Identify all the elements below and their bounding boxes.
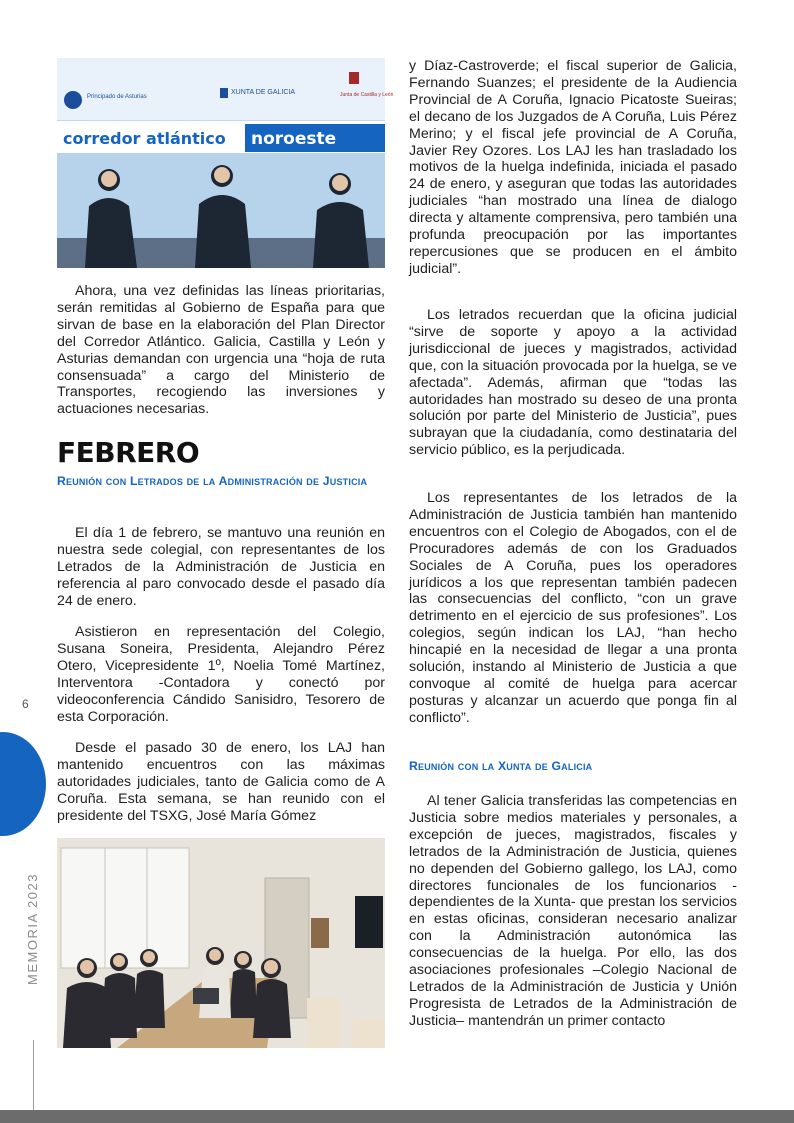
section-title: FEBRERO: [57, 436, 200, 469]
conference-photo-graphic: [57, 58, 394, 268]
paragraph-febrero-3: Desde el pasado 30 de enero, los LAJ han mantenido encuentros con las máximas autoridades judiciales, tanto de Galicia como de A Coruña. Esta semana, se han reunido con el presidente del TSXG, José María Gómez: [57, 740, 385, 824]
paragraph-febrero-1: El día 1 de febrero, se mantuvo una reunión en nuestra sede colegial, con representantes de los Letrados de la Administración de Justicia en referencia al paro convocado desde el pasado día 24 de enero.: [57, 525, 385, 609]
footer-bar: [0, 1110, 794, 1123]
logo-asturias: Principado de Asturias: [87, 94, 147, 100]
paragraph-right-2: Los letrados recuerdan que la oficina judicial “sirve de soporte y apoyo a la actividad jurisdiccional de jueces y magistrados, actividad que, con la situación provocada por la huelga, se ve afectada”. Además, afirman que “todas las autoridades han mostrado su deseo de una pronta solución por parte del Ministerio de Justicia”, pues subrayan que la ciudadanía, como destinataria del servicio público, es la perjudicada.: [409, 307, 737, 459]
paragraph-right-1: y Díaz-Castroverde; el fiscal superior de Galicia, Fernando Suanzes; el presidente de la Audiencia Provincial de A Coruña, Ignacio Picatoste Sueiras; el decano de los Juzgados de A Coruña, Luis Pérez Merino; y el fiscal jefe provincial de A Coruña, Javier Rey Ozores. Los LAJ les han trasladado los motivos de la huelga indefinida, iniciada el pasado 24 de enero, y aseguran que todas las autoridades judiciales “han mostrado una línea de dialogo directa y altamente comprensiva, pero también una profunda preocupación por las importantes repercusiones que se producen en el ámbito judicial”.: [409, 58, 737, 277]
logo-castilla: Junta de Castilla y León: [340, 92, 394, 98]
paragraph-right-4: Al tener Galicia transferidas las competencias en Justicia sobre medios materiales y personales, a excepción de jueces, magistrados, fiscales y letrados de la Administración de Justicia, quienes no dependen del Gobierno gallego, los LAJ, como directores funcionales de los funcionarios -dependientes de la Xunta- que prestan los servicios en estas oficinas, consideran necesario analizar con la Administración autonómica las consecuencias de la huelga. Por ello, las dos asociaciones profesionales –Colegio Nacional de Letrados de la Administración de Justicia y Unión Progresista de Letrados de la Administración de Justicia– mantendrán un primer contacto: [409, 793, 737, 1029]
meeting-photo-graphic: [57, 838, 385, 1048]
side-label-memoria: MEMORIA 2023: [25, 873, 40, 985]
meeting-photo: [57, 838, 385, 1048]
conference-photo: [57, 58, 394, 268]
page-number: 6: [22, 697, 29, 711]
decorative-circle: [0, 732, 46, 836]
banner-highlight-text: noroeste: [251, 129, 337, 149]
logo-xunta: XUNTA DE GALICIA: [231, 89, 296, 96]
side-divider-line: [33, 1040, 34, 1110]
paragraph-right-3: Los representantes de los letrados de la Administración de Justicia también han mantenido encuentros con el Colegio de Abogados, con el de Procuradores además de con los Graduados Sociales de A Coruña, pues los operadores jurídicos a los que representan también padecen las consecuencias del conflicto, “con un grave detrimento en el ejercicio de sus profesiones”. Los colegios, según indican los LAJ, “han hecho hincapié en la necesidad de llegar a una pronta solución, instando al Ministerio de Justicia a que convoque al comité de huelga para acercar posturas y alcanzar un acuerdo que ponga fin al conflicto”.: [409, 490, 737, 726]
banner-main-text: corredor atlántico: [63, 129, 226, 148]
subheading-xunta: Reunión con la Xunta de Galicia: [409, 759, 593, 773]
subheading-letrados: Reunión con Letrados de la Administración de Justicia: [57, 474, 368, 488]
paragraph-febrero-2: Asistieron en representación del Colegio, Susana Soneira, Presidenta, Alejandro Pérez Otero, Vicepresidente 1º, Noelia Tomé Martínez, Interventora -Contadora y conectó por videoconferencia Cándido Sanisidro, Tesorero de esta Corporación.: [57, 624, 385, 725]
intro-paragraph: Ahora, una vez definidas las líneas prioritarias, serán remitidas al Gobierno de España para que sirvan de base en la elaboración del Plan Director del Corredor Atlántico. Galicia, Castilla y León y Asturias demandan con urgencia una “hoja de ruta consensuada” a cargo del Ministerio de Transportes, recogiendo las inversiones y actuaciones necesarias.: [57, 283, 385, 418]
